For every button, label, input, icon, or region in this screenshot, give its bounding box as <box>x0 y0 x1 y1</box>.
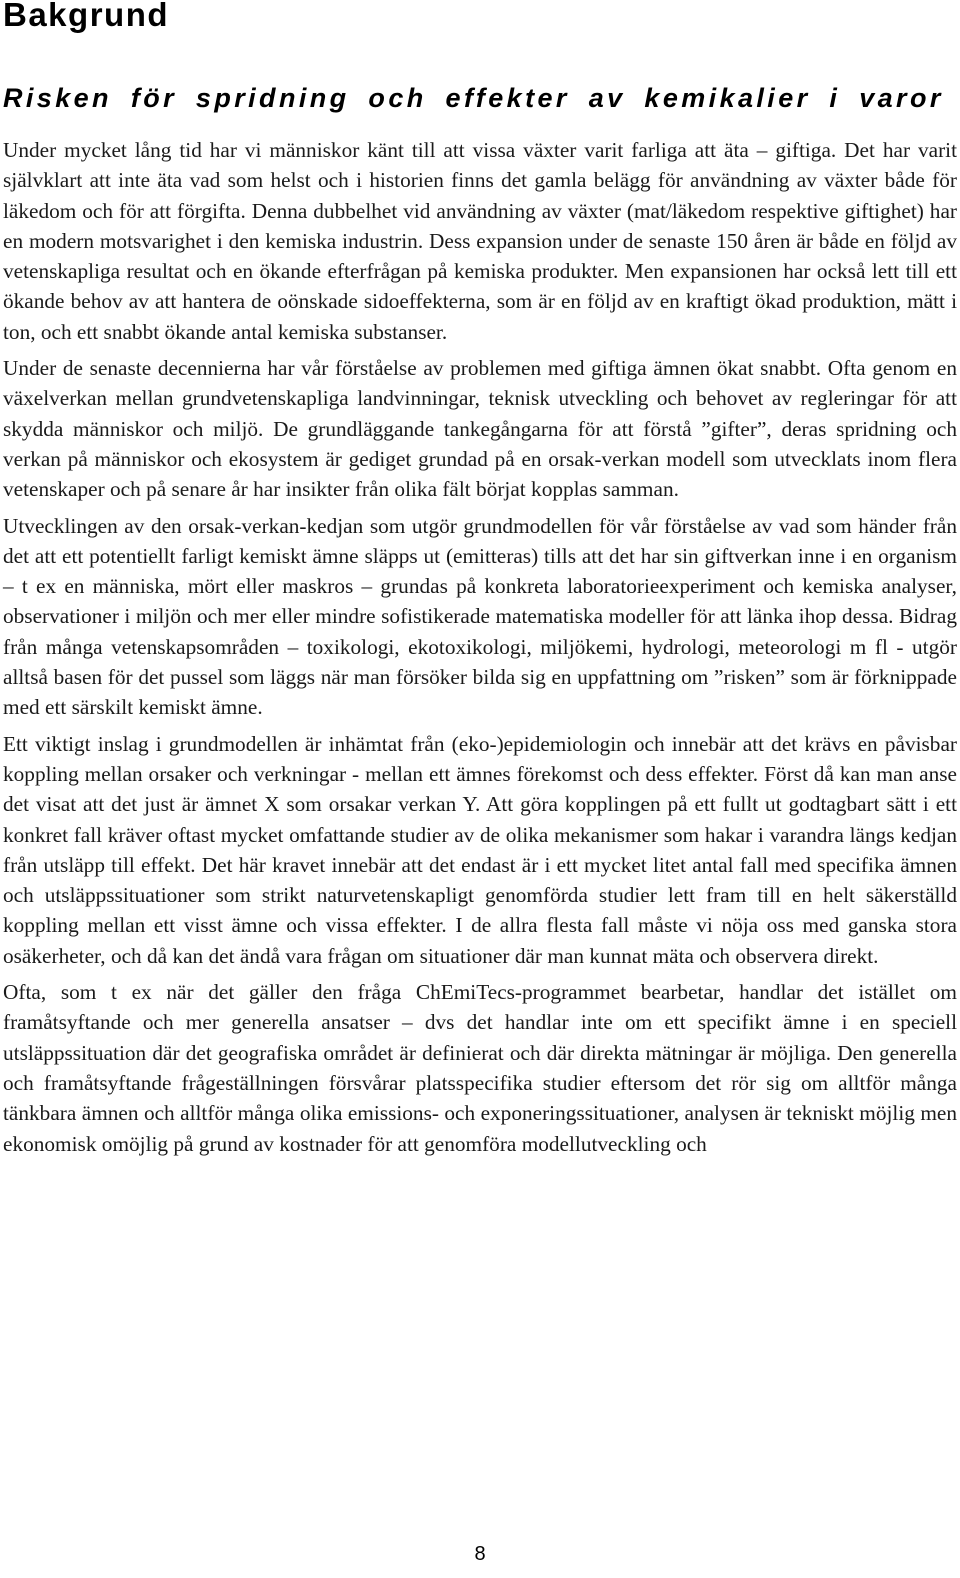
paragraph: Under de senaste decennierna har vår förståelse av problemen med giftiga ämnen ökat snabbt. Ofta genom en växelverkan mellan grundvetenskapliga landvinningar, teknisk utveckling och behovet av regleringar för att skydda människor och miljö. De grundläggande tankegångarna för att förstå ”gifter”, deras spridning och verkan på människor och ekosystem är gediget grundad på en orsak-verkan modell som utvecklats inom flera vetenskaper och på senare år har insikter från olika fält börjat kopplas samman. <box>3 356 957 502</box>
section-heading: Risken för spridning och effekter av kemikalier i varor <box>3 83 944 113</box>
paragraph: Ett viktigt inslag i grundmodellen är inhämtat från (eko-)epidemiologin och innebär att det krävs en påvisbar koppling mellan orsaker och verkningar - mellan ett ämnes förekomst och dess effekter. Först då kan man anse det visat att det just är ämnet X som orsakar verkan Y. Att göra kopplingen på ett fullt ut godtagbart sätt i ett konkret fall kräver oftast mycket omfattande studier av de olika mekanismer som hakar i varandra längs kedjan från utsläpp till effekt. Det här kravet innebär att det endast är i ett mycket litet antal fall med specifika ämnen och utsläppssituationer som strikt naturvetenskapligt genomförda studier lett fram till en helt säkerställd koppling mellan ett visst ämne och vissa effekter. I de allra flesta fall måste vi nöja oss med ganska stora osäkerheter, och då kan det ändå vara frågan om situationer där man kunnat mäta och observera direkt. <box>3 731 957 968</box>
paragraph: Ofta, som t ex när det gäller den fråga ChEmiTecs-programmet bearbetar, handlar det istället om framåtsyftande och mer generella ansatser – dvs det handlar inte om ett specifikt ämne i en speciell utsläppssituation där det geografiska området är definierat och där direkta mätningar är möjliga. Den generella och framåtsyftande frågeställningen försvårar platsspecifika studier eftersom det rör sig om alltför många tänkbara ämnen och alltför många olika emissions- och exponeringssituationer, analysen är tekniskt möjlig men ekonomisk omöjlig på grund av kostnader för att genomföra modellutveckling och <box>3 980 957 1156</box>
paragraph: Utvecklingen av den orsak-verkan-kedjan som utgör grundmodellen för vår förståelse av vad som händer från det att ett potentiellt farligt kemiskt ämne släpps ut (emitteras) tills att det har sin giftverkan inne i en organism – t ex en människa, mört eller maskros – grundas på konkreta laboratorieexperiment och kemiska analyser, observationer i miljön och mer eller mindre sofistikerade matematiska modeller för att länka ihop dessa. Bidrag från många vetenskapsområden – toxikologi, ekotoxikologi, miljökemi, hydrologi, meteorologi m fl - utgör alltså basen för det pussel som läggs när man försöker bilda sig en uppfattning om ”risken” som är förknippade med ett särskilt kemiskt ämne. <box>3 513 957 720</box>
page-heading: Bakgrund <box>3 0 170 33</box>
page-number: 8 <box>474 1543 486 1565</box>
paragraph: Under mycket lång tid har vi människor känt till att vissa växter varit farliga att äta – giftiga. Det har varit självklart att inte äta vad som helst och i historien finns det gamla belägg för användning av växter både för läkedom och för att förgifta. Denna dubbelhet vid användning av växter (mat/läkedom respektive giftighet) har en modern motsvarighet i den kemiska industrin. Dess expansion under de senaste 150 åren är både en följd av vetenskapliga resultat och en ökande efterfrågan på kemiska produkter. Men expansionen har också lett till ett ökande behov av att hantera de oönskade sidoeffekterna, som är en följd av en kraftigt ökad produktion, mätt i ton, och ett snabbt ökande antal kemiska substanser. <box>3 138 957 344</box>
